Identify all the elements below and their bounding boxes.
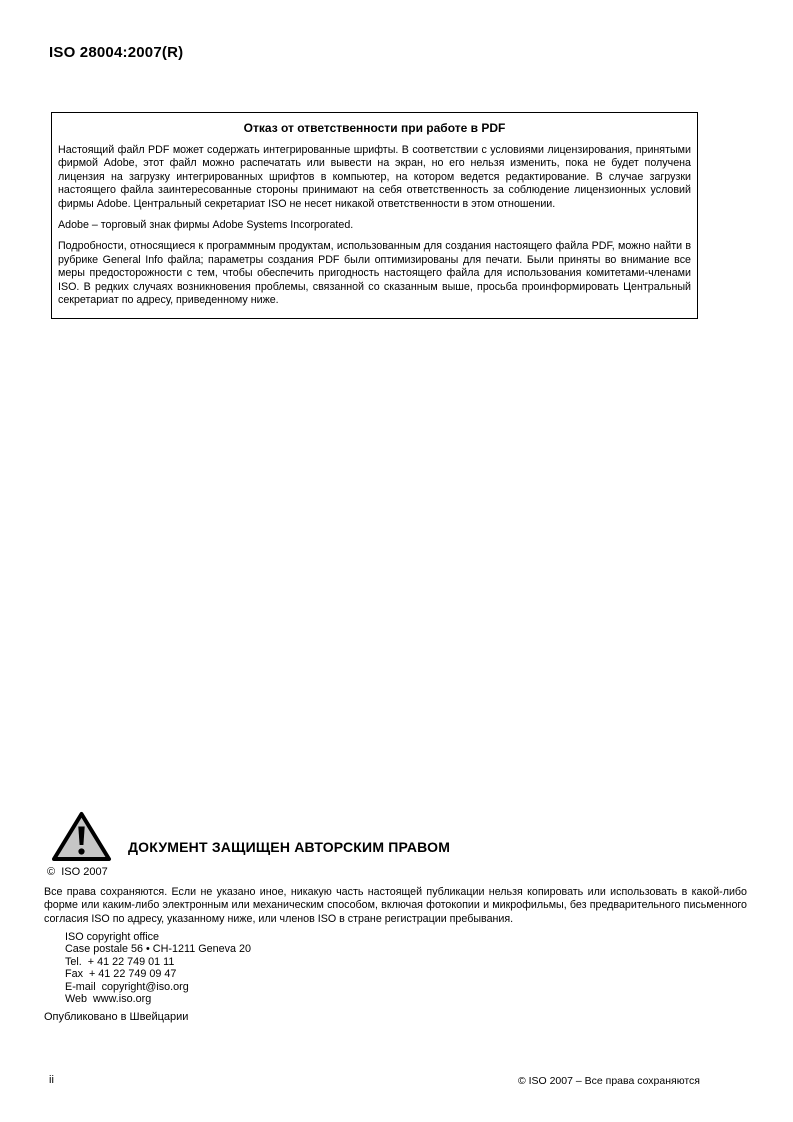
disclaimer-paragraph-3: Подробности, относящиеся к программным продуктам, использованным для создания настоящего файла PDF, можно найти в рубрике General Info файла; параметры создания PDF были оптимизированы для печати. Были приняты во внимание все меры предосторожности с тем, чтобы обеспечить пригодность настоящего файла для использования комитетами-членами ISO. В редких случаях возникновения проблемы, связанной со сказанным выше, просьба проинформировать Центральный секретариат по адресу, приведенному ниже.: [58, 240, 691, 307]
warning-triangle-icon: [51, 811, 112, 862]
disclaimer-title: Отказ от ответственности при работе в PDF: [243, 121, 506, 135]
address-postal-line: Case postale 56 • CH-1211 Geneva 20: [65, 943, 252, 956]
address-fax-line: Fax + 41 22 749 09 47: [65, 968, 177, 981]
address-tel-line: Tel. + 41 22 749 01 11: [65, 955, 175, 968]
address-office-line: ISO copyright office: [65, 931, 160, 943]
footer-copyright-notice: © ISO 2007 – Все права сохраняются: [517, 1075, 700, 1087]
address-web-line: Web www.iso.org: [65, 993, 152, 1006]
disclaimer-paragraph-2: Adobe – торговый знак фирмы Adobe Systems Incorporated.: [58, 219, 354, 232]
footer-page-number: ii: [49, 1074, 54, 1086]
iso-address-block: [65, 931, 251, 1005]
doc-reference: ISO 28004:2007(R): [49, 44, 184, 61]
copyright-banner: [51, 811, 450, 862]
pdf-disclaimer-box: [51, 112, 698, 319]
address-email-line: E-mail copyright@iso.org: [65, 980, 189, 993]
published-in-line: Опубликовано в Швейцарии: [44, 1011, 189, 1023]
copyright-year-line: © ISO 2007: [47, 866, 108, 878]
disclaimer-paragraph-1: Настоящий файл PDF может содержать интегрированные шрифты. В соответствии с условиями лицензирования, принятыми фирмой Adobe, этот файл можно распечатать или вывести на экран, но его нельзя изменить, пока не будет получена лицензия на загрузку интегрированных шрифтов в компьютер, на котором ведется редактирование. В случае загрузки настоящего файла заинтересованные стороны принимают на себя ответственность за соблюдение лицензионных условий фирмы Adobe. Центральный секретариат ISO не несет никакой ответственности в этом отношении.: [58, 144, 691, 210]
copyright-body-text: Все права сохраняются. Если не указано иное, никакую часть настоящей публикации нельзя копировать или использовать в какой-либо форме или каким-либо электронным или механическим способом, включая фотокопии и микрофильмы, без предварительного письменного согласия ISO по адресу, указанному ниже, или членов ISO в стране регистрации пребывания.: [44, 886, 747, 925]
copyright-heading: ДОКУМЕНТ ЗАЩИЩЕН АВТОРСКИМ ПРАВОМ: [128, 839, 451, 855]
